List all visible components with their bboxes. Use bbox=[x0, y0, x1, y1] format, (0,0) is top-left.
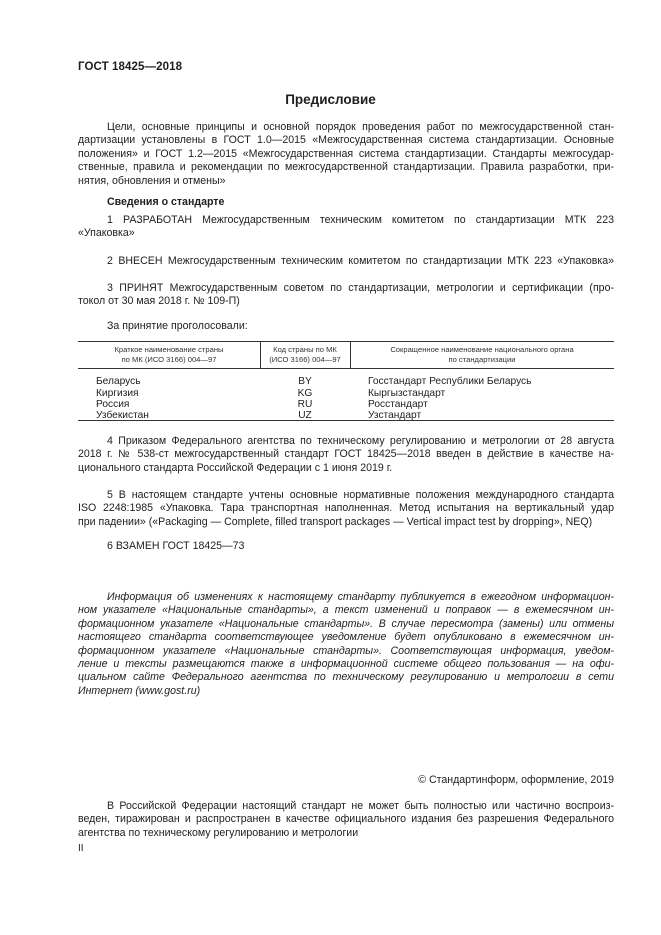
notice-line: Интернет (www.gost.ru) bbox=[78, 684, 201, 697]
item-1-line: 1 РАЗРАБОТАН Межгосударственным техническим комитетом по стандартизации МТК 223 bbox=[107, 214, 614, 226]
table-cell-code: UZ bbox=[298, 410, 312, 421]
item-5-line: 5 В настоящем стандарте учтены основные нормативные положения международного стандарта bbox=[107, 489, 614, 501]
notice-line: формационном указателе «Национальные стандарты». Соответствующая информация, уведом- bbox=[78, 644, 614, 657]
restriction-line: агентства по техническому регулированию и метрологии bbox=[78, 826, 359, 839]
page-number: II bbox=[78, 843, 84, 854]
table-cell-country: Беларусь bbox=[96, 376, 141, 387]
intro-line: положения» и ГОСТ 1.2—2015 «Межгосударственная система стандартизации. Стандарты межгосудар- bbox=[78, 147, 614, 160]
table-cell-country: Россия bbox=[96, 399, 130, 410]
notice-line: циальном сайте Федерального агентства по техническому регулированию и метрологии в сети bbox=[78, 671, 614, 684]
notice-line: ление и тексты размещаются также в информационной системе общего пользования — на офи- bbox=[78, 658, 614, 671]
intro-line: нятия, обновления и отмены» bbox=[78, 174, 226, 187]
intro-line: ственные, правила и рекомендации по межгосударственной стандартизации. Правила разработки, при- bbox=[78, 161, 614, 174]
item-1-line: «Упаковка» bbox=[78, 227, 135, 240]
table-top-rule bbox=[78, 341, 614, 342]
notice-line: формационном указателе «Национальные стандарты». В случае пересмотра (замены) или отмены bbox=[78, 617, 614, 630]
item-6: 6 ВЗАМЕН ГОСТ 18425—73 bbox=[107, 540, 245, 552]
restriction-line: веден, тиражирован и распространен в качестве официального издания без разрешения Федерального bbox=[78, 813, 614, 826]
notice-line: настоящего стандарта соответствующее уведомление будет опубликовано в ежемесячном ин- bbox=[78, 631, 614, 644]
item-2-line: 2 ВНЕСЕН Межгосударственным техническим комитетом по стандартизации МТК 223 «Упаковка» bbox=[107, 255, 614, 267]
table-cell-code: BY bbox=[298, 376, 312, 387]
table-header-code bbox=[260, 345, 350, 365]
notice-line: Информация об изменениях к настоящему стандарту публикуется в ежегодном информацион- bbox=[107, 591, 614, 603]
table-cell-code: KG bbox=[297, 387, 313, 399]
item-5 bbox=[78, 489, 614, 529]
page-title: Предисловие bbox=[285, 92, 376, 107]
item-5-line: ISO 2248:1985 «Упаковка. Тара транспортная наполненная. Метод испытания на вертикальный удар bbox=[78, 502, 614, 515]
table-cell-body: Росстандарт bbox=[368, 399, 428, 410]
copyright-line: © Стандартинформ, оформление, 2019 bbox=[418, 774, 614, 786]
table-cell-body: Узстандарт bbox=[368, 410, 422, 421]
intro-line: дартизации установлены в ГОСТ 1.0—2015 «Межгосударственная система стандартизации. Основные bbox=[78, 134, 614, 147]
table-cell-country: Киргизия bbox=[96, 387, 139, 399]
restriction-paragraph bbox=[78, 800, 614, 840]
notice-line: ном указателе «Национальные стандарты», а текст изменений и поправок — в ежемесячном ин- bbox=[78, 604, 614, 617]
notice-paragraph bbox=[78, 591, 614, 698]
item-3-line: 3 ПРИНЯТ Межгосударственным советом по стандартизации, метрологии и сертификации (про- bbox=[107, 282, 614, 294]
table-header-line: по МК (ИСО 3166) 004—97 bbox=[121, 355, 217, 364]
restriction-line: В Российской Федерации настоящий стандарт не может быть полностью или частично воспроиз- bbox=[107, 800, 614, 812]
item-1 bbox=[78, 214, 614, 241]
item-3 bbox=[78, 282, 614, 309]
table-header-line: Краткое наименование страны bbox=[114, 345, 224, 354]
table-cell-country: Узбекистан bbox=[96, 410, 149, 421]
table-header-line: (ИСО 3166) 004—97 bbox=[269, 355, 341, 364]
table-cell-body: Госстандарт Республики Беларусь bbox=[368, 376, 532, 387]
voting-table bbox=[78, 341, 614, 420]
intro-line: Цели, основные принципы и основной порядок проведения работ по межгосударственной стан- bbox=[107, 121, 614, 133]
table-cell-body: Кыргызстандарт bbox=[368, 387, 446, 399]
item-4-line: 4 Приказом Федерального агентства по техническому регулированию и метрологии от 28 августа bbox=[107, 435, 614, 447]
intro-paragraph bbox=[78, 121, 614, 188]
item-4-line: ционального стандарта Российской Федерации с 1 июня 2019 г. bbox=[78, 461, 393, 474]
item-4 bbox=[78, 435, 614, 475]
table-header-country bbox=[78, 345, 260, 365]
table-header-rule bbox=[78, 368, 614, 369]
voted-label: За принятие проголосовали: bbox=[107, 320, 248, 332]
item-4-line: 2018 г. № 538-ст межгосударственный стандарт ГОСТ 18425—2018 введен в действие в качестве на- bbox=[78, 448, 614, 461]
table-header-line: по стандартизации bbox=[448, 355, 516, 364]
table-cell-code: RU bbox=[297, 399, 313, 410]
table-header-body bbox=[350, 345, 614, 365]
info-heading: Сведения о стандарте bbox=[107, 196, 225, 208]
table-header-line: Сокращенное наименование национального органа bbox=[390, 345, 574, 354]
item-2 bbox=[78, 255, 614, 268]
document-code-header: ГОСТ 18425—2018 bbox=[78, 61, 183, 73]
item-3-line: токол от 30 мая 2018 г. № 109-П) bbox=[78, 295, 240, 308]
table-header-line: Код страны по МК bbox=[273, 345, 337, 354]
item-5-line: при падении» («Packaging — Complete, filled transport packages — Vertical impact test by dropping», NEQ) bbox=[78, 515, 593, 528]
